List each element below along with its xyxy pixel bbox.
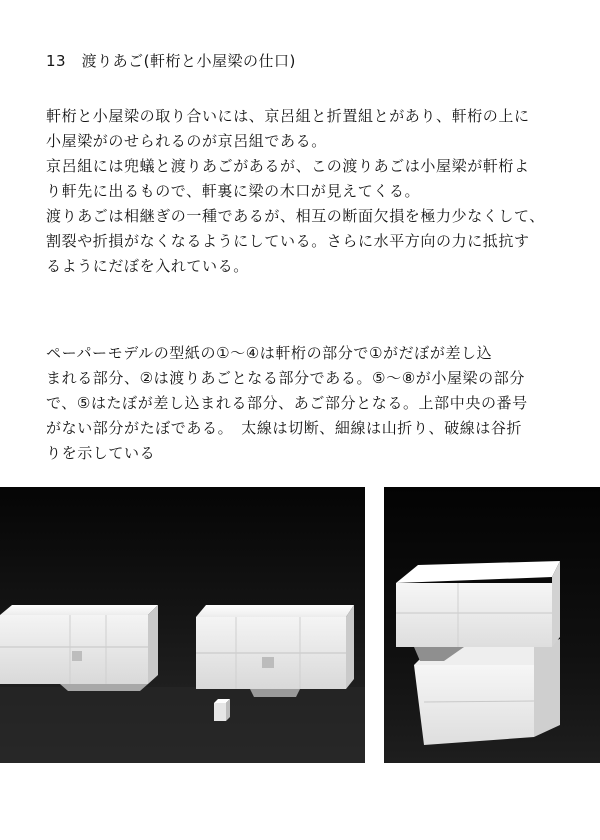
girder-block xyxy=(196,605,354,697)
assembled-joint-illustration xyxy=(384,487,600,763)
text-line: ペーパーモデルの型紙の①～④は軒桁の部分で①がだぼが差し込 xyxy=(46,344,493,362)
model-parts-illustration xyxy=(0,487,365,763)
text-line: り軒先に出るもので、軒裏に梁の木口が見えてくる。 xyxy=(46,182,421,200)
section-heading: 13 渡りあご(軒桁と小屋梁の仕口) xyxy=(46,52,296,70)
text-line: 渡りあごは相継ぎの一種であるが、相互の断面欠損を極力少なくして、 xyxy=(46,207,545,225)
text-line: まれる部分、②は渡りあごとなる部分である。⑤～⑧が小屋梁の部分 xyxy=(46,369,525,387)
paragraph-joint-description xyxy=(46,104,566,279)
text-line: 京呂組には兜蟻と渡りあごがあるが、この渡りあごは小屋梁が軒桁よ xyxy=(46,157,530,175)
dowel-piece xyxy=(214,699,230,721)
text-line: 軒桁と小屋梁の取り合いには、京呂組と折置組とがあり、軒桁の上に xyxy=(46,107,530,125)
upper-girder xyxy=(396,561,560,661)
text-line: 割裂や折損がなくなるようにしている。さらに水平方向の力に抵抗す xyxy=(46,232,530,250)
paragraph-paper-model xyxy=(46,341,566,466)
text-line: で、⑤はたぼが差し込まれる部分、あご部分となる。上部中央の番号 xyxy=(46,394,528,412)
photo-assembled-joint xyxy=(384,487,600,763)
beam-block xyxy=(0,605,158,691)
text-line: るようにだぼを入れている。 xyxy=(46,257,249,275)
photo-model-parts xyxy=(0,487,365,763)
text-line: がない部分がたぼである。 太線は切断、細線は山折り、破線は谷折 xyxy=(46,419,523,437)
text-line: 小屋梁がのせられるのが京呂組である。 xyxy=(46,132,327,150)
text-line: りを示している xyxy=(46,444,156,462)
